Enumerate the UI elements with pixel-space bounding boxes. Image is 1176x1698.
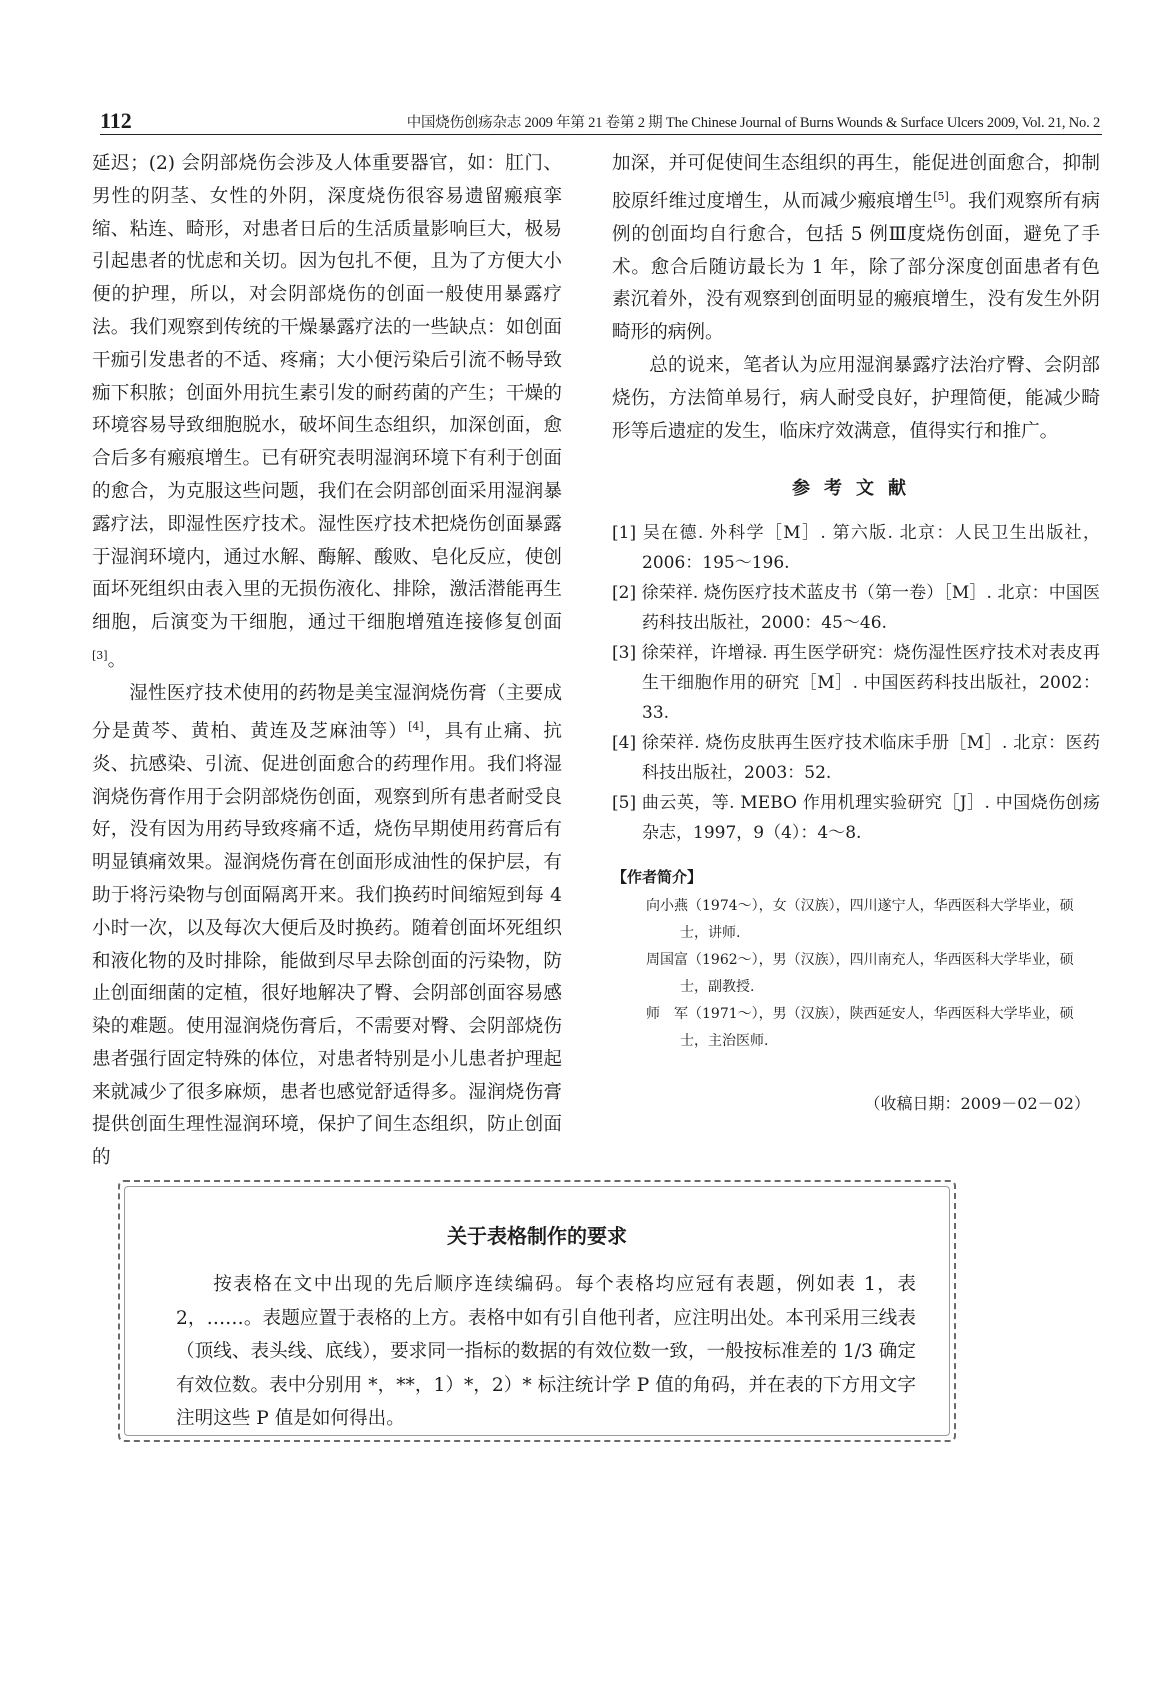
author-list xyxy=(612,893,1100,1055)
author-item: 向小燕（1974～），女（汉族），四川遂宁人，华西医科大学毕业，硕士，讲师. xyxy=(646,898,1074,942)
author-item: 师 军（1971～），男（汉族），陕西延安人，华西医科大学毕业，硕士，主治医师. xyxy=(646,1006,1074,1050)
citation-4[interactable]: [4] xyxy=(408,719,424,733)
author-info-heading: 【作者简介】 xyxy=(612,868,703,887)
author-item: 周国富（1962～），男（汉族），四川南充人，华西医科大学毕业，硕士，副教授. xyxy=(646,952,1074,996)
reference-list xyxy=(612,518,1100,848)
reference-item: [1] 吴在德. 外科学［M］. 第六版. 北京：人民卫生出版社，2006：195～196. xyxy=(612,523,1100,574)
journal-running-title: 中国烧伤创疡杂志 2009 年第 21 卷第 2 期 The Chinese Journal of Burns Wounds & Surface Ulcers 2009, Vol. 21, No. 2 xyxy=(406,115,1100,131)
received-date: （收稿日期：2009－02－02） xyxy=(864,1094,1090,1114)
reference-item: [5] 曲云英，等. MEBO 作用机理实验研究［J］. 中国烧伤创疡杂志，1997，9（4）：4～8. xyxy=(612,793,1100,844)
right-paragraph-1: 加深，并可促使间生态组织的再生，能促进创面愈合，抑制胶原纤维过度增生，从而减少瘢痕增生[5]。我们观察所有病例的创面均自行愈合，包括 5 例Ⅲ度烧伤创面，避免了手术。愈合后随访最长为 1 年，除了部分深度创面患者有色素沉着外，没有观察到创面明显的瘢痕增生，没有发生外阴畸形的病例。 xyxy=(612,153,1100,344)
header-rule xyxy=(100,134,1102,135)
right-paragraph-2: 总的说来，笔者认为应用湿润暴露疗法治疗臀、会阴部烧伤，方法简单易行，病人耐受良好，护理简便，能减少畸形等后遗症的发生，临床疗效满意，值得实行和推广。 xyxy=(612,354,1100,442)
notice-title: 关于表格制作的要求 xyxy=(447,1224,627,1248)
page-header xyxy=(100,108,1100,134)
reference-item: [3] 徐荣祥，许增禄. 再生医学研究：烧伤湿性医疗技术对表皮再生干细胞作用的研究［M］. 中国医药科技出版社，2002：33. xyxy=(612,643,1100,724)
page-number: 112 xyxy=(100,108,132,133)
left-column xyxy=(92,148,562,1175)
reference-item: [2] 徐荣祥. 烧伤医疗技术蓝皮书（第一卷）［M］. 北京：中国医药科技出版社，2000：45～46. xyxy=(612,583,1100,634)
right-column xyxy=(612,148,1100,1114)
reference-item: [4] 徐荣祥. 烧伤皮肤再生医疗技术临床手册［M］. 北京：医药科技出版社，2003：52. xyxy=(612,733,1100,784)
references-heading: 参考文献 xyxy=(792,478,920,500)
citation-3[interactable]: [3] xyxy=(92,648,108,662)
citation-5[interactable]: [5] xyxy=(933,189,949,203)
left-paragraph-1: 延迟；(2) 会阴部烧伤会涉及人体重要器官，如：肛门、男性的阴茎、女性的外阴，深度烧伤很容易遗留瘢痕挛缩、粘连、畸形，对患者日后的生活质量影响巨大，极易引起患者的忧虑和关切。因为包扎不便，且为了方便大小便的护理，所以，对会阴部烧伤的创面一般使用暴露疗法。我们观察到传统的干燥暴露疗法的一些缺点：如创面干痂引发患者的不适、疼痛；大小便污染后引流不畅导致痂下积脓；创面外用抗生素引发的耐药菌的产生；干燥的环境容易导致细胞脱水，破坏间生态组织，加深创面，愈合后多有瘢痕增生。已有研究表明湿润环境下有利于创面的愈合，为克服这些问题，我们在会阴部创面采用湿润暴露疗法，即湿性医疗技术。湿性医疗技术把烧伤创面暴露于湿润环境内，通过水解、酶解、酸败、皂化反应，使创面坏死组织由表入里的无损伤液化、排除，激活潜能再生细胞，后演变为干细胞，通过干细胞增殖连接修复创面[3]。 xyxy=(92,153,562,672)
notice-body: 按表格在文中出现的先后顺序连续编码。每个表格均应冠有表题，例如表 1，表 2，……。表题应置于表格的上方。表格中如有引自他刊者，应注明出处。本刊采用三线表（顶线、表头线、底线），要求同一指标的数据的有效位数一致，一般按标准差的 1/3 确定有效位数。表中分别用 *，**，1）*，2）* 标注统计学 P 值的角码，并在表的下方用文字注明这些 P 值是如何得出。 xyxy=(176,1274,916,1429)
table-requirements-notice xyxy=(118,1180,956,1442)
left-paragraph-2: 湿性医疗技术使用的药物是美宝湿润烧伤膏（主要成分是黄芩、黄柏、黄连及芝麻油等）[4]，具有止痛、抗炎、抗感染、引流、促进创面愈合的药理作用。我们将湿润烧伤膏作用于会阴部烧伤创面，观察到所有患者耐受良好，没有因为用药导致疼痛不适，烧伤早期使用药膏后有明显镇痛效果。湿润烧伤膏在创面形成油性的保护层，有助于将污染物与创面隔离开来。我们换药时间缩短到每 4 小时一次，以及每次大便后及时换药。随着创面坏死组织和液化物的及时排除，能做到尽早去除创面的污染物，防止创面细菌的定植，很好地解决了臀、会阴部创面容易感染的难题。使用湿润烧伤膏后，不需要对臀、会阴部烧伤患者强行固定特殊的体位，对患者特别是小儿患者护理起来就减少了很多麻烦，患者也感觉舒适得多。湿润烧伤膏提供创面生理性湿润环境，保护了间生态组织，防止创面的 xyxy=(92,682,562,1169)
